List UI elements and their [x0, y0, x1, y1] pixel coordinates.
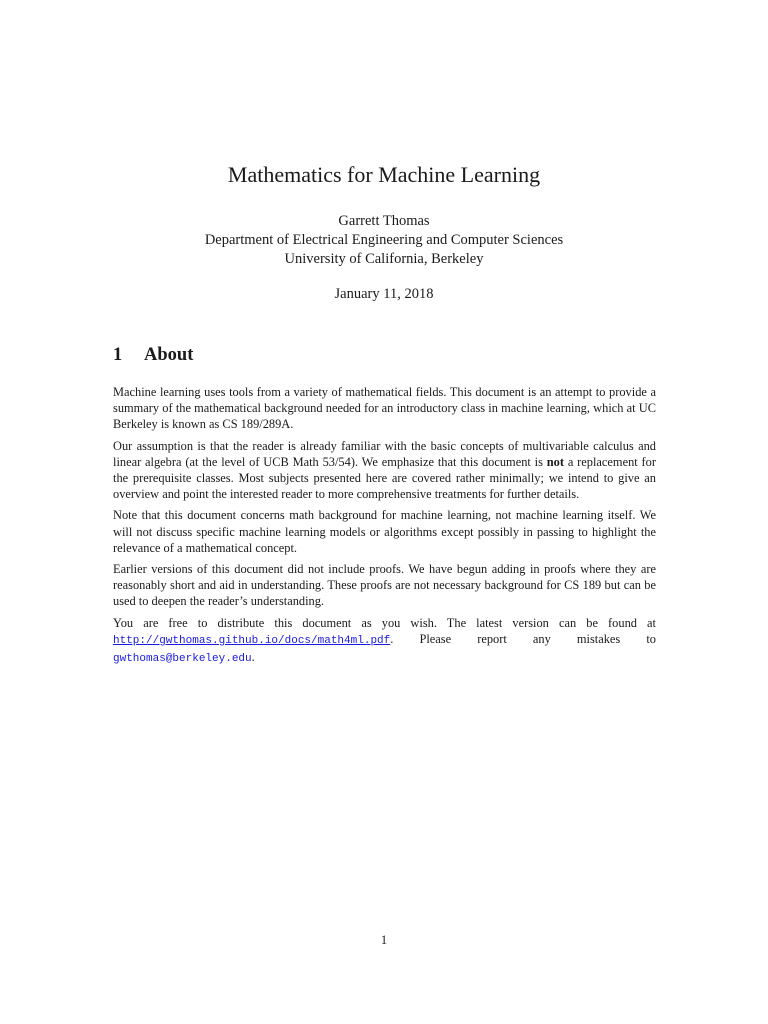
- paragraph-5-text-c: .: [251, 650, 255, 665]
- page-number: 1: [380, 933, 388, 947]
- paragraph-5-text-b: . Please report any mistakes to: [390, 631, 656, 646]
- paragraph-2-text-b: a replacement for the prerequisite classes. Most subjects presented here are covered rather minimally; we intend to give an overview and point the interested reader to more comprehensive treatments for further details.: [113, 454, 656, 502]
- paragraph-2-emphasis: not: [546, 454, 564, 469]
- author-block: [0, 212, 768, 269]
- paragraph-1: Machine learning uses tools from a variety of mathematical fields. This document is an attempt to provide a summary of the mathematical background needed for an introductory class in machine learning, which at UC Berkeley is known as CS 189/289A.: [113, 385, 656, 432]
- paragraph-5-text-a: You are free to distribute this document as you wish. The latest version can be found at: [113, 615, 656, 630]
- paragraph-5: [113, 615, 656, 668]
- document-title: Mathematics for Machine Learning: [227, 162, 541, 187]
- email-link[interactable]: gwthomas@berkeley.edu: [113, 653, 252, 666]
- section-title: About: [144, 345, 194, 365]
- author-university: University of California, Berkeley: [284, 251, 484, 267]
- author-department: Department of Electrical Engineering and Computer Sciences: [204, 232, 564, 248]
- document-url-link[interactable]: http://gwthomas.github.io/docs/math4ml.pdf: [113, 634, 391, 647]
- paragraph-3: Note that this document concerns math background for machine learning, not machine learning itself. We will not discuss specific machine learning models or algorithms except possibly in passing to highlight the relevance of a mathematical concept.: [113, 508, 656, 555]
- paragraph-4: Earlier versions of this document did not include proofs. We have begun adding in proofs where they are reasonably short and aid in understanding. These proofs are not necessary background for CS 189 but can be used to deepen the reader’s understanding.: [113, 562, 656, 609]
- author-name: Garrett Thomas: [338, 213, 430, 229]
- section-body: [113, 384, 656, 672]
- section-heading: [113, 343, 193, 367]
- document-date: January 11, 2018: [334, 286, 434, 302]
- paragraph-2: [113, 438, 656, 503]
- section-number: 1: [113, 345, 123, 365]
- paragraph-2-text-a: Our assumption is that the reader is already familiar with the basic concepts of multivariable calculus and linear algebra (at the level of UCB Math 53/54). We emphasize that this document is: [113, 438, 656, 469]
